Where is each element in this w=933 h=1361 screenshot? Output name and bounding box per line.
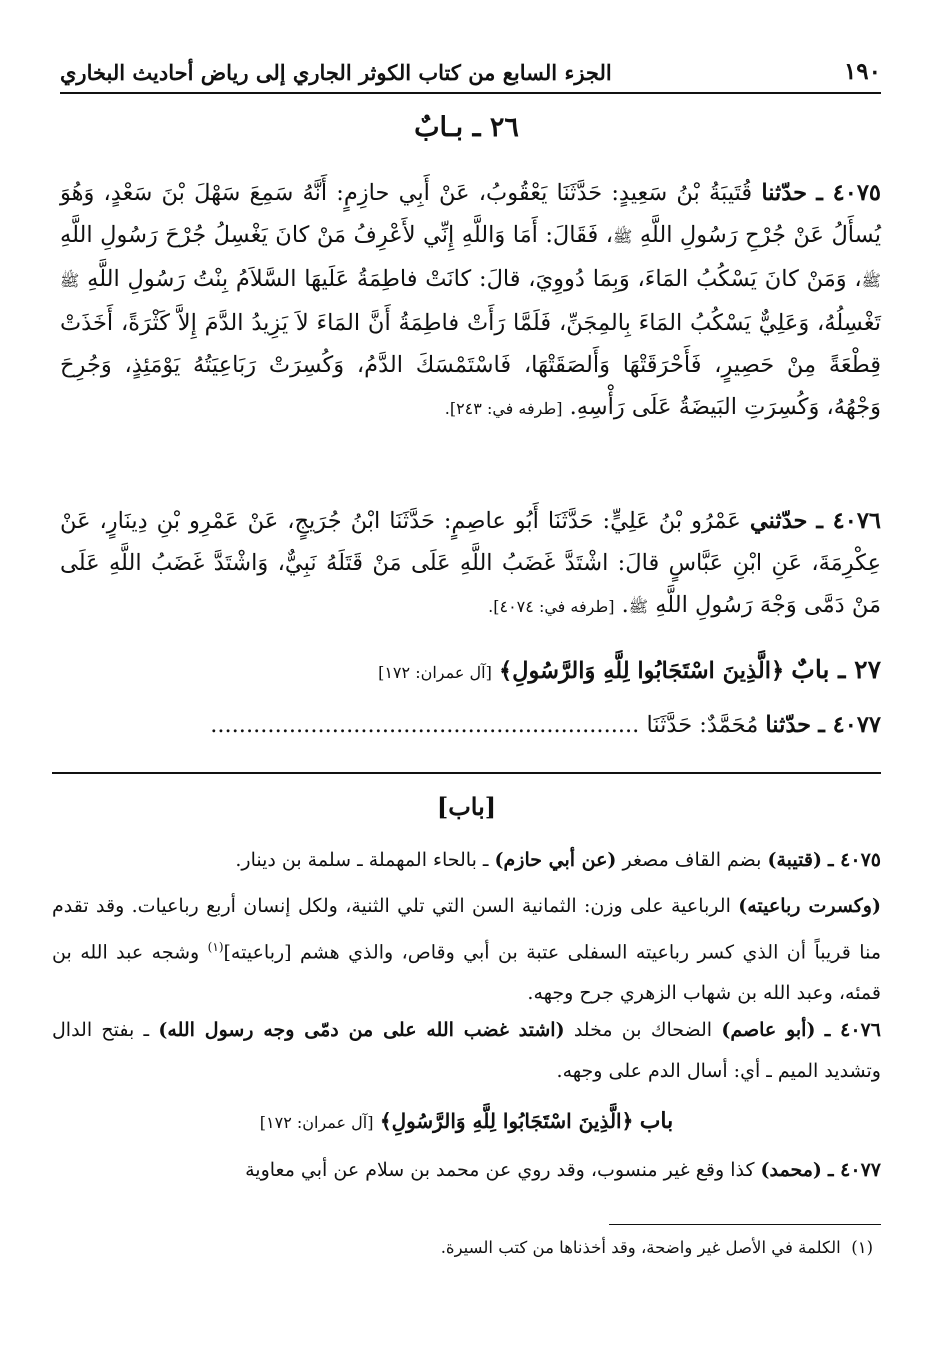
- commentary-4077: [52, 1150, 881, 1191]
- tarf-reference: [طرفه في: ٤٠٧٤].: [488, 597, 615, 616]
- hadith-text: ، فَقَالَ: أَمَا وَاللَّهِ إِنِّي لأَعْرِفُ مَنْ كانَ يَغْسِلُ جُرْحَ رَسُولِ اللَّهِ: [60, 222, 614, 248]
- salla-symbol: ﷺ: [60, 271, 80, 290]
- keyword: (محمد): [760, 1159, 822, 1181]
- hadith-text: ، وَمَنْ كانَ يَسْكُبُ المَاءَ، وَبِمَا دُووِيَ، قالَ: كانَتْ فاطِمَةُ عَلَيهَا السَّلاَمُ بِنْتُ رَسُولِ اللَّهِ: [87, 266, 862, 292]
- commentary-number: ٤٠٧٥ ـ: [827, 849, 881, 871]
- hadith-4077: [60, 712, 881, 738]
- commentary-4075: [52, 840, 881, 881]
- header-rule: [60, 92, 881, 94]
- verse-reference: [آل عمران: ١٧٢]: [259, 1113, 374, 1132]
- commentary-number: ٤٠٧٧ ـ: [827, 1159, 881, 1181]
- footnote-text: الكلمة في الأصل غير واضحة، وقد أخذناها من كتب السيرة.: [440, 1238, 841, 1257]
- hadith-text: قُتَيبَةُ بْنُ سَعِيدٍ: حَدَّثَنَا يَعْقُوبُ، عَنْ أَبِي حازِمٍ: أَنَّهُ سَمِعَ سَهْلَ بْنَ سَعْدٍ، وَهُوَ يُسأَلُ عَنْ جُرْحِ رَسُولِ اللَّهِ: [60, 180, 881, 248]
- hadith-number: ٤٠٧٥ ـ: [816, 180, 882, 206]
- hadith-lead: حدّثنا: [761, 180, 808, 206]
- salla-symbol: ﷺ: [628, 597, 649, 616]
- hadith-text: تَغْسِلُهُ، وَعَلِيٌّ يَسْكُبُ المَاءَ بِالمِجَنِّ، فَلَمَّا رَأَتْ فاطِمَةُ أَنَّ المَاءَ لاَ يَزِيدُ الدَّمَ إِلاَّ كَثْرَةً، أَخَذَتْ قِطْعَةً مِنْ حَصِيرٍ، فَأَحْرَقَتْهَا وَأَلصَقَتْهَا، فَاسْتَمْسَكَ الدَّمُ، وَكُسِرَتْ رَبَاعِيَتُهُ يَوْمَئِذٍ، وَجُرِحَ وَجْهُهُ، وَكُسِرَتِ البَيضَةُ عَلَى رَأْسِهِ.: [60, 310, 881, 420]
- keyword: (أبو عاصم): [721, 1019, 816, 1041]
- verse-reference: [آل عمران: ١٧٢]: [378, 663, 492, 682]
- commentary-bab-27: [0, 1108, 933, 1134]
- commentary-bab-heading: [باب]: [436, 792, 497, 821]
- commentary-text: الضحاك بن مخلد: [573, 1019, 713, 1041]
- footnote-rule: [609, 1224, 881, 1225]
- commentary-number: ٤٠٧٦ ـ: [824, 1019, 881, 1041]
- ellipsis-dots: ............................................................: [210, 712, 640, 738]
- hadith-lead: حدّثنا: [765, 712, 812, 738]
- hadith-lead: حدّثني: [749, 508, 808, 534]
- bab-label: ٢٧ ـ بابٌ: [791, 655, 881, 684]
- commentary-text: كذا وقع غير منسوب، وقد روي عن محمد بن سلام عن أبي معاوية: [245, 1159, 755, 1181]
- commentary-text: بضم القاف مصغر: [622, 849, 762, 871]
- bab-label: باب: [639, 1108, 674, 1134]
- hadith-4075: [60, 172, 881, 430]
- footnote-ref[interactable]: (١): [207, 940, 224, 954]
- hadith-number: ٤٠٧٦ ـ: [816, 508, 881, 534]
- hadith-number: ٤٠٧٧ ـ: [818, 712, 881, 738]
- footnote-mark: (١): [851, 1238, 873, 1257]
- hadith-4076: ٤٠٧٦ ـ حدّثني عَمْرُو بْنُ عَلِيٍّ: حَدَّثَنَا أَبُو عاصِمٍ: حَدَّثَنَا ابْنُ جُرَيجٍ، عَنْ عَمْرِو بْنِ دِينَارٍ، عَنْ عِكْرِمَةَ، عَنِ ابْنِ عَبَّاسٍ قالَ: اشْتَدَّ غَضَبُ اللَّهِ عَلَى مَنْ قَتَلَهُ نَبِيٌّ، وَاشْتَدَّ غَضَبُ اللَّهِ عَلَى مَنْ دَمَّى وَجْهَ رَسُولِ اللَّهِ ﷺ. [طرفه في: ٤٠٧٤].: [60, 508, 881, 618]
- footnote: [60, 1238, 873, 1257]
- tarf-reference: [طرفه في: ٢٤٣].: [444, 399, 563, 418]
- commentary-rubaiya: [52, 886, 881, 1014]
- bab-26-heading: ٢٦ ـ بـابٌ: [414, 112, 519, 143]
- commentary-text: الرباعية على وزن: الثمانية السن التي تلي الثنية، ولكل إنسان أربع رباعيات. وقد تقدم منا قريباً أن الذي كسر رباعيته السفلى عتبة بن أبي وقاص، والذي هشم [رباعيته]: [52, 895, 881, 964]
- keyword: (وكسرت رباعيته): [738, 895, 881, 917]
- bab-27-heading: [60, 655, 881, 684]
- commentary-4076: [52, 1010, 881, 1092]
- page-header: [60, 58, 881, 88]
- commentary-separator: [52, 772, 881, 774]
- keyword: (قتيبة): [767, 849, 822, 871]
- salla-symbol: ﷺ: [613, 227, 633, 246]
- quran-verse: ﴿الَّذِينَ اسْتَجَابُوا لِلَّهِ وَالرَّسُولِ﴾: [379, 1109, 634, 1133]
- commentary-text: ـ بفتح الدال وتشديد الميم ـ أي: أسال الدم على وجهه.: [52, 1019, 881, 1082]
- hadith-text: مُحَمَّدٌ: حَدَّثَنَا: [646, 712, 759, 738]
- keyword: (اشتد غضب الله على من دمّى وجه رسول الله): [158, 1019, 565, 1041]
- quran-verse: ﴿الَّذِينَ اسْتَجَابُوا لِلَّهِ وَالرَّسُولِ﴾: [498, 658, 785, 684]
- keyword: (عن أبي حازم): [494, 849, 617, 871]
- running-title: الجزء السابع من كتاب الكوثر الجاري إلى رياض أحاديث البخاري: [60, 60, 612, 85]
- commentary-text: وشجه عبد الله بن قمئه، وعبد الله بن شهاب الزهري جرح وجهه.: [52, 941, 881, 1005]
- commentary-text: ـ بالحاء المهملة ـ سلمة بن دينار.: [235, 849, 489, 871]
- salla-symbol: ﷺ: [861, 271, 881, 290]
- hadith-text: عَمْرُو بْنُ عَلِيٍّ: حَدَّثَنَا أَبُو عاصِمٍ: حَدَّثَنَا ابْنُ جُرَيجٍ، عَنْ عَمْرِو بْنِ دِينَارٍ، عَنْ عِكْرِمَةَ، عَنِ ابْنِ عَبَّاسٍ قالَ: اشْتَدَّ غَضَبُ اللَّهِ عَلَى مَنْ قَتَلَهُ نَبِيٌّ، وَاشْتَدَّ غَضَبُ اللَّهِ عَلَى مَنْ دَمَّى وَجْهَ رَسُولِ اللَّهِ: [60, 508, 881, 618]
- page-number: ١٩٠: [843, 58, 881, 85]
